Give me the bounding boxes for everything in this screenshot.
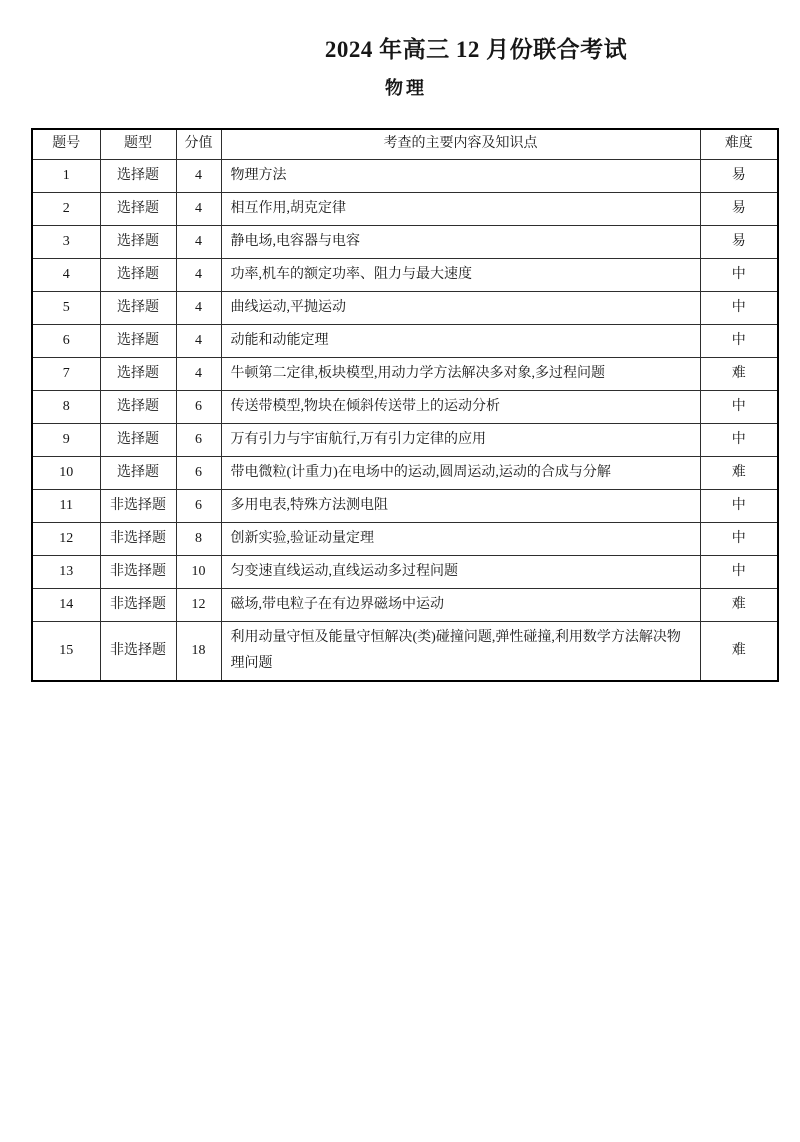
subject-title: 物理 <box>385 78 427 98</box>
cell-difficulty: 难 <box>700 621 778 681</box>
cell-question-no: 3 <box>32 225 100 258</box>
cell-question-type: 非选择题 <box>100 522 176 555</box>
cell-question-no: 12 <box>32 522 100 555</box>
table-row <box>32 522 778 555</box>
cell-content: 万有引力与宇宙航行,万有引力定律的应用 <box>221 423 700 456</box>
cell-score: 4 <box>176 159 221 192</box>
cell-question-no: 10 <box>32 456 100 489</box>
table-row <box>32 159 778 192</box>
cell-score: 4 <box>176 324 221 357</box>
cell-content: 带电微粒(计重力)在电场中的运动,圆周运动,运动的合成与分解 <box>221 456 700 489</box>
cell-content: 物理方法 <box>221 159 700 192</box>
cell-question-type: 非选择题 <box>100 555 176 588</box>
table-header-row <box>32 129 778 159</box>
cell-difficulty: 中 <box>700 423 778 456</box>
cell-question-no: 4 <box>32 258 100 291</box>
cell-content: 静电场,电容器与电容 <box>221 225 700 258</box>
cell-question-no: 8 <box>32 390 100 423</box>
cell-content: 多用电表,特殊方法测电阻 <box>221 489 700 522</box>
cell-difficulty: 难 <box>700 456 778 489</box>
cell-question-no: 6 <box>32 324 100 357</box>
cell-difficulty: 中 <box>700 390 778 423</box>
cell-content: 创新实验,验证动量定理 <box>221 522 700 555</box>
table-row <box>32 621 778 681</box>
cell-difficulty: 难 <box>700 357 778 390</box>
table-row <box>32 423 778 456</box>
cell-question-type: 选择题 <box>100 423 176 456</box>
table-row <box>32 225 778 258</box>
cell-question-no: 11 <box>32 489 100 522</box>
cell-score: 4 <box>176 258 221 291</box>
cell-difficulty: 易 <box>700 225 778 258</box>
cell-score: 8 <box>176 522 221 555</box>
cell-difficulty: 中 <box>700 258 778 291</box>
cell-question-no: 7 <box>32 357 100 390</box>
cell-difficulty: 易 <box>700 192 778 225</box>
header-content: 考查的主要内容及知识点 <box>221 129 700 159</box>
cell-question-no: 1 <box>32 159 100 192</box>
cell-difficulty: 中 <box>700 555 778 588</box>
cell-score: 10 <box>176 555 221 588</box>
cell-question-type: 选择题 <box>100 357 176 390</box>
cell-question-type: 非选择题 <box>100 489 176 522</box>
cell-score: 4 <box>176 291 221 324</box>
cell-score: 6 <box>176 456 221 489</box>
cell-question-type: 选择题 <box>100 456 176 489</box>
cell-score: 18 <box>176 621 221 681</box>
cell-difficulty: 中 <box>700 522 778 555</box>
cell-question-type: 非选择题 <box>100 621 176 681</box>
header-score: 分值 <box>176 129 221 159</box>
cell-content: 动能和动能定理 <box>221 324 700 357</box>
cell-difficulty: 难 <box>700 588 778 621</box>
cell-score: 4 <box>176 192 221 225</box>
table-row <box>32 324 778 357</box>
cell-question-no: 2 <box>32 192 100 225</box>
cell-question-type: 选择题 <box>100 159 176 192</box>
header-question-type: 题型 <box>100 129 176 159</box>
cell-content: 功率,机车的额定功率、阻力与最大速度 <box>221 258 700 291</box>
table-row <box>32 456 778 489</box>
cell-content: 匀变速直线运动,直线运动多过程问题 <box>221 555 700 588</box>
cell-question-type: 选择题 <box>100 258 176 291</box>
cell-difficulty: 中 <box>700 489 778 522</box>
cell-content: 磁场,带电粒子在有边界磁场中运动 <box>221 588 700 621</box>
cell-content: 传送带模型,物块在倾斜传送带上的运动分析 <box>221 390 700 423</box>
cell-question-type: 选择题 <box>100 192 176 225</box>
table-row <box>32 258 778 291</box>
header-question-no: 题号 <box>32 129 100 159</box>
cell-score: 4 <box>176 225 221 258</box>
cell-question-no: 9 <box>32 423 100 456</box>
cell-score: 6 <box>176 423 221 456</box>
cell-score: 4 <box>176 357 221 390</box>
table-row <box>32 390 778 423</box>
cell-difficulty: 易 <box>700 159 778 192</box>
cell-content: 相互作用,胡克定律 <box>221 192 700 225</box>
cell-score: 6 <box>176 489 221 522</box>
cell-question-no: 5 <box>32 291 100 324</box>
cell-score: 12 <box>176 588 221 621</box>
table-row <box>32 357 778 390</box>
cell-question-no: 14 <box>32 588 100 621</box>
cell-question-type: 选择题 <box>100 324 176 357</box>
cell-question-no: 15 <box>32 621 100 681</box>
cell-question-type: 非选择题 <box>100 588 176 621</box>
header-difficulty: 难度 <box>700 129 778 159</box>
table-row <box>32 291 778 324</box>
cell-difficulty: 中 <box>700 324 778 357</box>
cell-question-no: 13 <box>32 555 100 588</box>
cell-question-type: 选择题 <box>100 291 176 324</box>
cell-question-type: 选择题 <box>100 225 176 258</box>
table-row <box>32 555 778 588</box>
cell-score: 6 <box>176 390 221 423</box>
exam-analysis-table <box>31 128 779 682</box>
table-row <box>32 192 778 225</box>
table-row <box>32 489 778 522</box>
cell-content: 曲线运动,平抛运动 <box>221 291 700 324</box>
cell-difficulty: 中 <box>700 291 778 324</box>
document-title: 2024 年高三 12 月份联合考试 <box>324 37 628 62</box>
cell-content: 牛顿第二定律,板块模型,用动力学方法解决多对象,多过程问题 <box>221 357 700 390</box>
table-row <box>32 588 778 621</box>
cell-content: 利用动量守恒及能量守恒解决(类)碰撞问题,弹性碰撞,利用数学方法解决物理问题 <box>221 621 700 681</box>
table-body <box>32 159 778 681</box>
cell-question-type: 选择题 <box>100 390 176 423</box>
